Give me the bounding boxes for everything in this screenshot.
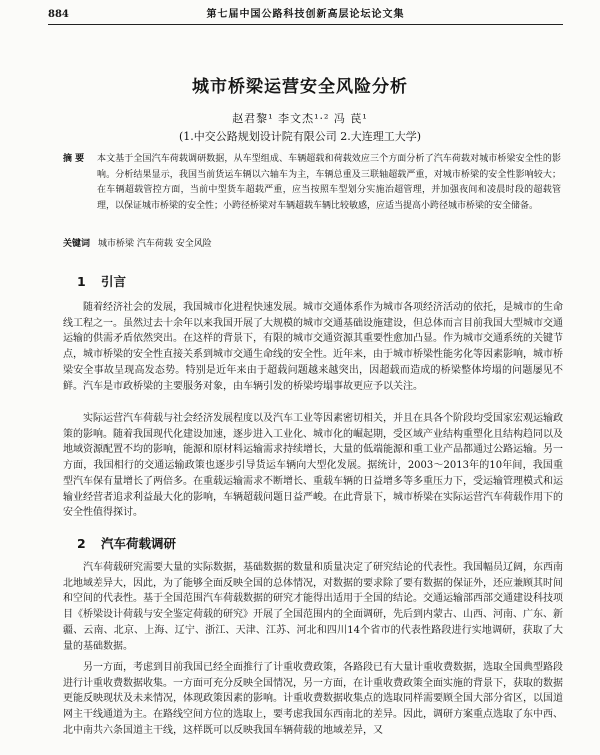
paper-title: 城市桥梁运营安全风险分析 [192, 77, 408, 97]
section-title: 引言 [101, 274, 127, 289]
abstract-label: 摘 要 [63, 154, 85, 164]
section-number: 1 [77, 274, 86, 289]
paragraph: 实际运营汽车荷载与社会经济发展程度以及汽车工业等因素密切相关，并且在具各个阶段均受国家宏观运输政策的影响。随着我国现代化建设加速，逐步进入工业化、城市化的崛起期，受区域产业结构重塑化且结构趋同以及地域资源配置不均的影响，能源和原材料运输需求持续增长，大量的低端能源和重工业产品都通过公路运输。另一方面，我国相行的交通运输政策也逐步引导货运车辆向大型化发展。据统计，2003～2013年的10年间，我国重型汽车保有量增长了两倍多。在重载运输需求不断增长、重载车辆的日益增多等多重压力下，受运输管理模式和运输业经营者追求利益最大化的影响，车辆超载问题日益严峻。在此背景下，城市桥梁在实际运营汽车荷载作用下的安全性值得探讨。 [63, 413, 563, 519]
paper-authors: 赵君黎¹ 李文杰¹·² 冯 苠¹ [232, 112, 368, 125]
abstract-block [63, 152, 561, 215]
keywords-block [63, 237, 561, 251]
keywords-label: 关键词 [63, 239, 91, 249]
paper-affiliation: (1.中交公路规划设计院有限公司 2.大连理工大学) [178, 130, 422, 143]
section-number: 2 [77, 536, 86, 551]
running-head [48, 6, 563, 25]
series-title: 第七届中国公路科技创新高层论坛论文集 [206, 9, 405, 20]
abstract-text: 本文基于全国汽车荷载调研数据，从车型组成、车辆超载和荷载效应三个方面分析了汽车荷载对城市桥梁安全性的影响。分析结果显示，我国当前货运车辆以六轴车为主，车辆总重及三联轴超载严重，对城市桥梁的安全性影响较大；在车辆超载管控方面，当前中型货车超载严重，应当按照车型划分实施治超管理，并加强夜间和凌晨时段的超载管理，以保证城市桥梁的安全性；小跨径桥梁对车辆超载车辆比较敏感，应适当提高小跨径城市桥梁的安全储备。 [97, 154, 561, 212]
section-title: 汽车荷载调研 [101, 536, 177, 551]
paragraph: 随着经济社会的发展，我国城市化进程快速发展。城市交通体系作为城市各项经济活动的依托，是城市的生命线工程之一。虽然过去十余年以来我国开展了大规模的城市交通基础设施建设，但总体而言目前我国大型城市交通运输的供需矛盾依然突出。在这样的背景下，有限的城市交通资源其重要性愈加凸显。作为城市交通系统的关键节点，城市桥梁的安全性直接关系到城市交通生命线的安全性。近年来，由于城市桥梁性能劣化等因素影响，城市桥梁安全事故呈现高发态势。特别是近年来由于超载问题越来越突出，因超载而造成的桥梁整体垮塌的问题屡见不鲜。汽车是市政桥梁的主要服务对象，由车辆引发的桥梁垮塌事故更应予以关注。 [63, 302, 563, 392]
section-heading-1 [63, 272, 126, 290]
keywords-text: 城市桥梁 汽车荷载 安全风险 [98, 239, 212, 249]
paragraph: 另一方面，考虑到目前我国已经全面推行了计重收费政策，各路段已有大量计重收费数据，选取全国典型路段进行计重收费数据收集。一方面可充分反映全国情况，另一方面，在计重收费政策全面实施的背景下，获取的数据更能反映现状及未来情况，体现政策因素的影响。计重收费数据收集点的选取同样需要顾全国大部分省区，以国道网主干线通道为主。在路线空间方位的选取上，要考虑我国东西南北的差异。因此，调研方案重点选取了东中西、北中南共六条国道主干线，这样既可以反映我国车辆荷载的地域差异，又 [63, 662, 563, 736]
page-number: 884 [48, 9, 69, 20]
paragraph: 汽车荷载研究需要大量的实际数据，基础数据的数量和质量决定了研究结论的代表性。我国幅员辽阔，东西南北地域差异大，因此，为了能够全面反映全国的总体情况，对数据的要求除了要有数据的保证外，还应兼顾其时间和空间的代表性。基于全国范围汽车荷载数据的研究才能得出适用于全国的结论。交通运输部西部交通建设科技项目《桥梁设计荷载与安全鉴定荷载的研究》开展了全国范围内的全面调研，先后到内蒙古、山西、河南、广东、新疆、云南、北京、上海、辽宁、浙江、天津、江苏、河北和四川14个省市的代表性路段进行实地调研，获取了大量的基础数据。 [63, 562, 563, 652]
section-heading-2 [63, 534, 176, 552]
